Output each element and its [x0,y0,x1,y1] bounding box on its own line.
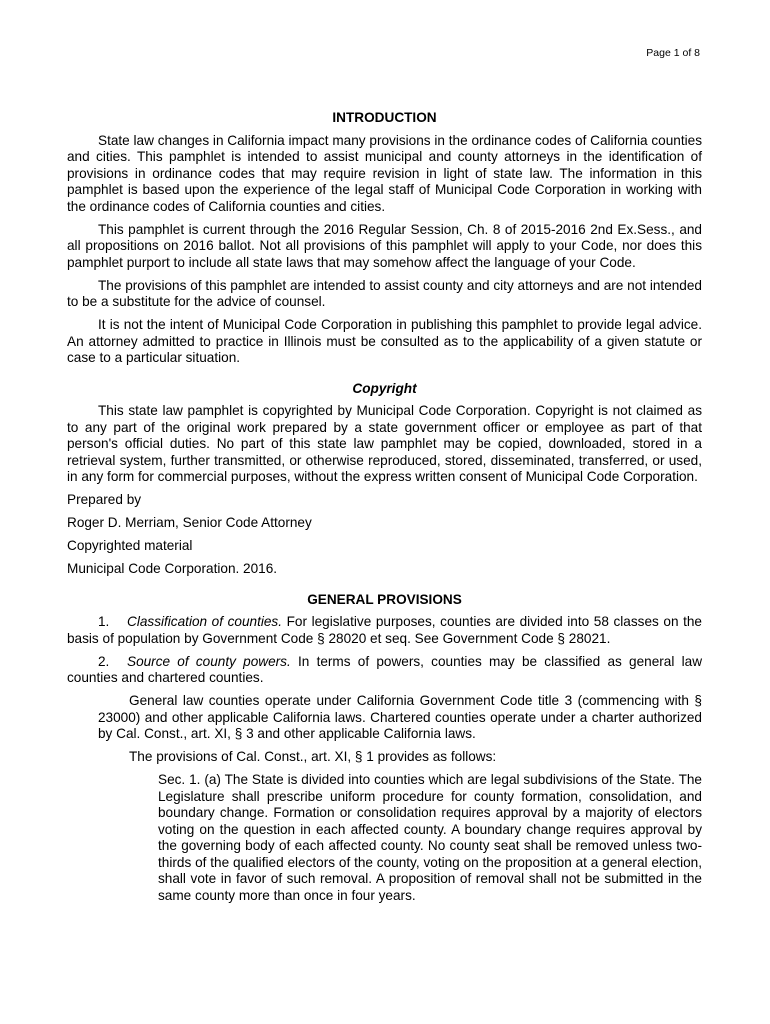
document-body [67,110,702,911]
provision-2-subsection [98,693,702,766]
copyright-paragraph: This state law pamphlet is copyrighted by Municipal Code Corporation. Copyright is not claimed as to any part of the original work prepared by a state government officer or employee as part of that person's official duties. No part of this state law pamphlet may be copied, downloaded, stored in a retrieval system, further transmitted, or otherwise reproduced, stored, disseminated, transferred, or used, in any form for commercial purposes, without the express written consent of Municipal Code Corporation. [67,403,702,484]
copyright-heading: Copyright [352,380,417,396]
constitution-quote: Sec. 1. (a) The State is divided into counties which are legal subdivisions of the State. The Legislature shall prescribe uniform procedure for county formation, consolidation, and boundary change. Formation or consolidation requires approval by a majority of electors voting on the question in each affected county. A boundary change requires approval by the governing body of each affected county. No county seat shall be removed unless two-thirds of the qualified electors of the county, voting on the proposition at a general election, shall vote in favor of such removal. A proposition of removal shall not be submitted in the same county more than once in four years. [158,772,702,903]
provision-item-1 [67,614,702,647]
copyrighted-material-notice: Copyrighted material [67,538,193,553]
introduction-paragraph-4: It is not the intent of Municipal Code Corporation in publishing this pamphlet to provide legal advice. An attorney admitted to practice in Illinois must be consulted as to the applicability of a given statute or case to a particular situation. [67,317,702,365]
introduction-paragraph-1: State law changes in California impact many provisions in the ordinance codes of California counties and cities. This pamphlet is intended to assist municipal and county attorneys in the identification of provisions in ordinance codes that may require revision in light of state law. The information in this pamphlet is based upon the experience of the legal staff of Municipal Code Corporation in working with the ordinance codes of California counties and cities. [67,132,702,214]
provision-text: For legislative purposes, counties are divided into 58 classes on the basis of population by Government Code § 28020 et seq. See Government Code § 28021. [67,614,702,646]
general-provisions-heading: GENERAL PROVISIONS [307,591,462,607]
provision-term: Classification of counties. [127,614,283,629]
provision-item-2 [67,654,702,687]
copyright-owner-line: Municipal Code Corporation. 2016. [67,561,278,576]
provision-number: 2. [98,653,110,669]
provisions-intro: The provisions of Cal. Const., art. XI, § 1 provides as follows: [129,749,497,764]
prepared-by-label: Prepared by [67,492,142,507]
general-law-paragraph: General law counties operate under California Government Code title 3 (commencing with § 23000) and other applicable California laws. Chartered counties operate under a charter authorized by Cal. Const., art. XI, § 3 and other applicable California laws. [98,693,702,741]
introduction-paragraph-2: This pamphlet is current through the 2016 Regular Session, Ch. 8 of 2015-2016 2nd Ex.Sess., and all propositions on 2016 ballot. Not all provisions of this pamphlet will apply to your Code, nor does this pamphlet purport to include all state laws that may somehow affect the language of your Code. [67,221,702,270]
page-number: Page 1 of 8 [646,47,700,59]
introduction-heading: INTRODUCTION [332,110,437,125]
provision-text: In terms of powers, counties may be classified as general law counties and chartered counties. [67,653,703,685]
provision-number: 1. [98,614,110,629]
provision-term: Source of county powers. [127,653,291,669]
author-line: Roger D. Merriam, Senior Code Attorney [67,515,312,530]
introduction-paragraph-3: The provisions of this pamphlet are intended to assist county and city attorneys and are not intended to be a substitute for the advice of counsel. [67,277,702,309]
